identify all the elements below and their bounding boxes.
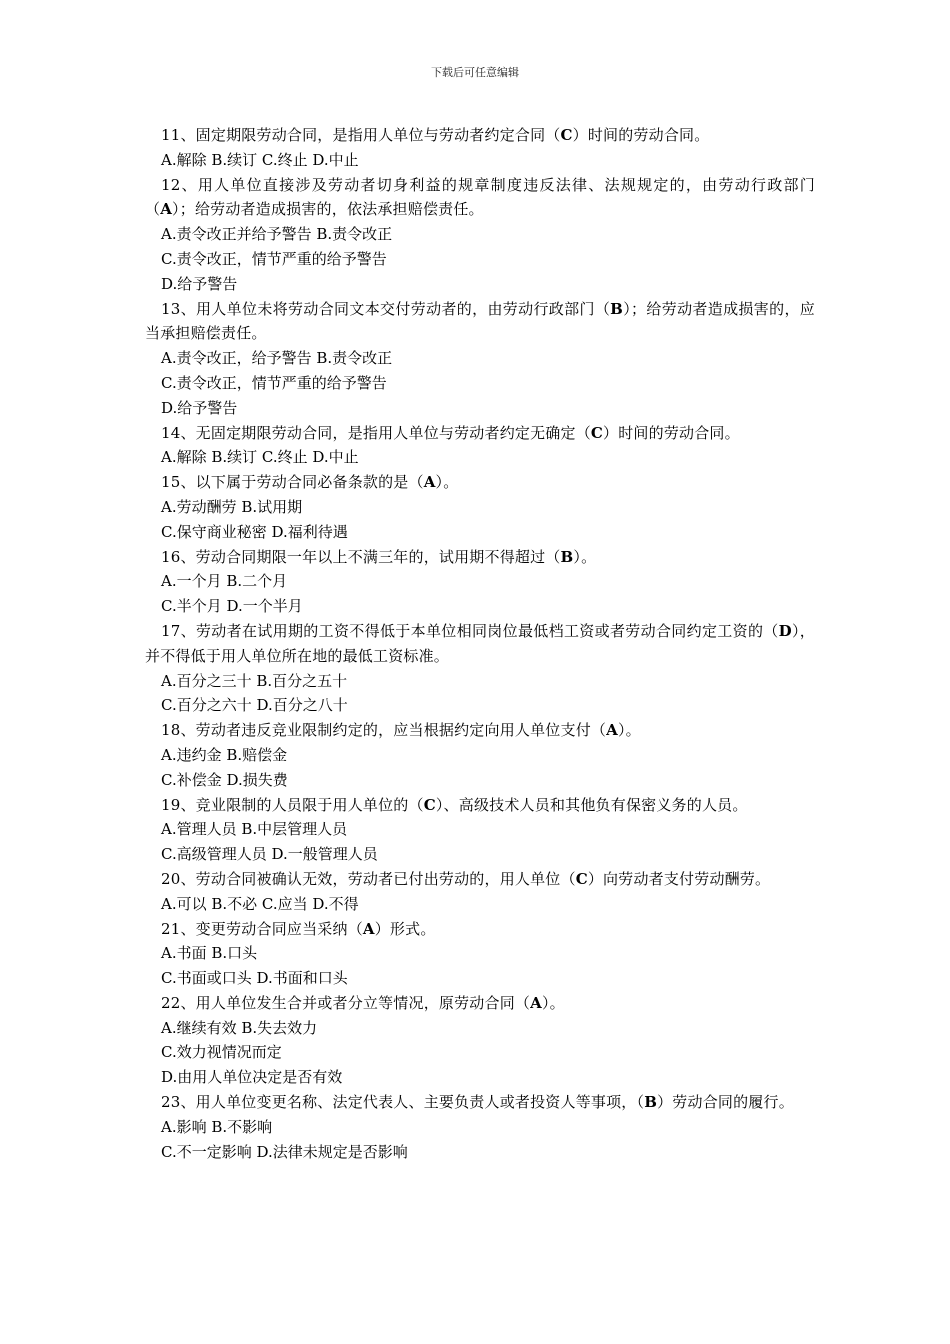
question-text: 23、用人单位变更名称、法定代表人、主要负责人或者投资人等事项，（ [161,1093,645,1112]
question-text: 12、用人单位直接涉及劳动者切身利益的规章制度违反法律、法规规定的，由劳动行政部门（ [145,175,815,219]
answer-letter: B [610,299,624,318]
option-line: C.高级管理人员 D.一般管理人员 [161,845,378,864]
question-stem [145,421,815,446]
answer-letter: C [560,126,573,144]
question-stem [145,123,815,148]
question-list [145,123,815,1164]
option-line: A.管理人员 B.中层管理人员 [161,820,348,839]
question-stem [145,718,815,743]
question-text: ）。 [435,473,459,492]
question-text: ）、高级技术人员和其他负有保密义务的人员。 [435,795,748,814]
page-header: 下载后可任意编辑 [431,66,519,79]
option-line: A.解除 B.续订 C.终止 D.中止 [161,150,359,169]
option-line: C.效力视情况而定 [161,1043,282,1062]
question-text: ）。 [541,993,565,1012]
option-line: C.责令改正，情节严重的给予警告 [161,249,387,268]
question-text: 17、劳动者在试用期的工资不得低于本单位相同岗位最低档工资或者劳动合同约定工资的（ [161,621,779,640]
question-stem [145,173,815,223]
question-text: ）形式。 [374,919,436,938]
option-line: D.给予警告 [161,398,238,417]
option-line: A.书面 B.口头 [161,944,258,963]
answer-letter: C [575,869,588,888]
question-stem [145,297,815,347]
question-text: ）。 [617,721,641,740]
answer-letter: C [590,423,604,442]
question-stem [145,619,815,669]
question-text: 22、用人单位发生合并或者分立等情况，原劳动合同（ [161,993,531,1012]
answer-letter: C [423,795,436,814]
question-stem [145,1090,815,1115]
option-line: A.责令改正，给予警告 B.责令改正 [161,349,393,368]
option-line: C.百分之六十 D.百分之八十 [161,696,348,715]
option-line: C.补偿金 D.损失费 [161,770,288,789]
answer-letter: B [644,1093,658,1112]
answer-letter: A [423,473,436,492]
question-text: ）时间的劳动合同。 [603,423,740,442]
option-line: A.可以 B.不必 C.应当 D.不得 [161,894,359,913]
option-line: C.保守商业秘密 D.福利待遇 [161,522,348,541]
question-text: 21、变更劳动合同应当采纳（ [161,919,363,938]
option-line: C.不一定影响 D.法律未规定是否影响 [161,1142,408,1161]
question-text: 19、竞业限制的人员限于用人单位的（ [161,795,424,814]
option-line: A.影响 B.不影响 [161,1117,273,1136]
question-text: ），并不得低于用人单位所在地的最低工资标准。 [145,621,815,665]
question-text: 18、劳动者违反竞业限制约定的，应当根据约定向用人单位支付（ [161,721,607,740]
option-line: A.解除 B.续订 C.终止 D.中止 [161,448,359,467]
answer-letter: B [560,547,574,566]
answer-letter: A [530,993,542,1012]
question-stem [145,470,815,495]
option-line: A.一个月 B.二个月 [161,572,288,591]
option-line: A.违约金 B.赔偿金 [161,745,288,764]
question-text: 14、无固定期限劳动合同，是指用人单位与劳动者约定无确定（ [161,423,591,442]
question-text: ）；给劳动者造成损害的，应当承担赔偿责任。 [145,299,815,343]
question-text: 11、固定期限劳动合同，是指用人单位与劳动者约定合同（ [161,126,561,144]
question-stem [145,545,815,570]
option-line: A.百分之三十 B.百分之五十 [161,671,348,690]
answer-letter: A [160,200,173,219]
question-text: ）时间的劳动合同。 [572,126,710,144]
option-line: C.责令改正，情节严重的给予警告 [161,373,387,392]
question-stem [145,793,815,818]
option-line: A.责令改正并给予警告 B.责令改正 [161,225,393,244]
question-text: 16、劳动合同期限一年以上不满三年的，试用期不得超过（ [161,547,561,566]
option-line: D.由用人单位决定是否有效 [161,1068,343,1087]
answer-letter: A [606,721,618,740]
option-line: A.继续有效 B.失去效力 [161,1018,318,1037]
question-text: 15、以下属于劳动合同必备条款的是（ [161,473,424,492]
option-line: A.劳动酬劳 B.试用期 [161,497,303,516]
question-text: ）向劳动者支付劳动酬劳。 [587,869,771,888]
question-text: 20、劳动合同被确认无效，劳动者已付出劳动的，用人单位（ [161,869,576,888]
question-text: ）。 [573,547,597,566]
question-stem [145,867,815,892]
question-stem [145,991,815,1016]
option-line: C.半个月 D.一个半月 [161,597,303,616]
option-line: C.书面或口头 D.书面和口头 [161,969,348,988]
question-text: ）；给劳动者造成损害的，依法承担赔偿责任。 [172,200,484,219]
answer-letter: A [362,919,375,938]
question-text: 13、用人单位未将劳动合同文本交付劳动者的，由劳动行政部门（ [161,299,611,318]
answer-letter: D [778,621,792,640]
option-line: D.给予警告 [161,274,238,293]
question-text: ）劳动合同的履行。 [657,1093,794,1112]
question-stem [145,917,815,942]
